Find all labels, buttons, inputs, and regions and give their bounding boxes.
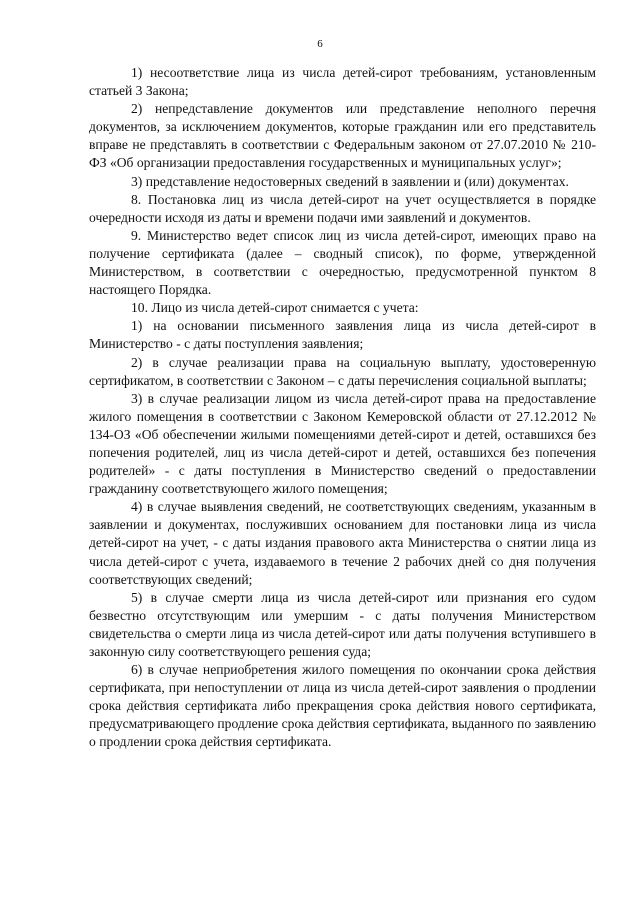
paragraph-section-8: 8. Постановка лиц из числа детей-сирот на учет осуществляется в порядке очередности исходя из даты и времени подачи ими заявлений и документов.	[89, 191, 596, 225]
paragraph-section-9: 9. Министерство ведет список лиц из числа детей-сирот, имеющих право на получение сертификата (далее – сводный список), по форме, утвержденной Министерством, в соответствии с очередностью, предусмотренной пунктом 8 настоящего Порядка.	[89, 227, 596, 298]
body-text	[89, 64, 596, 752]
paragraph-removal-2: 2) в случае реализации права на социальную выплату, удостоверенную сертификатом, в соответствии с Законом – с даты перечисления социальной выплаты;	[89, 354, 596, 388]
paragraph-removal-5: 5) в случае смерти лица из числа детей-сирот или признания его судом безвестно отсутствующим или умершим - с даты получения Министерством свидетельства о смерти лица из числа детей-сирот или даты получения вступившего в законную силу соответствующего решения суда;	[89, 589, 596, 659]
paragraph-removal-6: 6) в случае неприобретения жилого помещения по окончании срока действия сертификата, при непоступлении от лица из числа детей-сирот заявления о продлении срока действия сертификата либо прекращения срока действия нового сертификата, предусматривающего продление срока действия сертификата, выданного по заявлению о продлении срока действия сертификата.	[89, 662, 596, 750]
paragraph-section-10: 10. Лицо из числа детей-сирот снимается с учета:	[131, 300, 419, 316]
page-number: 6	[317, 38, 323, 50]
paragraph-item-2-missing-documents: 2) непредставление документов или представление неполного перечня документов, за исключением документов, которые гражданин или его представитель вправе не представлять в соответствии с Федеральным законом от 27.07.2010 № 210-ФЗ «Об организации предоставления государственных и муниципальных услуг»;	[89, 101, 596, 171]
paragraph-item-3-false-info: 3) представление недостоверных сведений в заявлении и (или) документах.	[131, 173, 569, 189]
paragraph-removal-1: 1) на основании письменного заявления лица из числа детей-сирот в Министерство - с даты поступления заявления;	[89, 318, 596, 352]
paragraph-removal-3: 3) в случае реализации лицом из числа детей-сирот права на предоставление жилого помещения в соответствии с Законом Кемеровской области от 27.12.2012 № 134-ОЗ «Об обеспечении жилыми помещениями детей-сирот и детей, оставшихся без попечения родителей, лиц из числа детей-сирот и детей, оставшихся без попечения родителей» - с даты поступления в Министерство сведений о предоставлении гражданину соответствующего жилого помещения;	[89, 390, 596, 497]
paragraph-removal-4: 4) в случае выявления сведений, не соответствующих сведениям, указанным в заявлении и документах, послуживших основанием для постановки лица из числа детей-сирот на учет, - с даты издания правового акта Министерства о снятии лица из числа детей-сирот с учета, издаваемого в течение 2 рабочих дней со дня получения соответствующих сведений;	[89, 499, 596, 587]
paragraph-item-1-noncompliance: 1) несоответствие лица из числа детей-сирот требованиям, установленным статьей 3 Закона;	[89, 65, 596, 99]
